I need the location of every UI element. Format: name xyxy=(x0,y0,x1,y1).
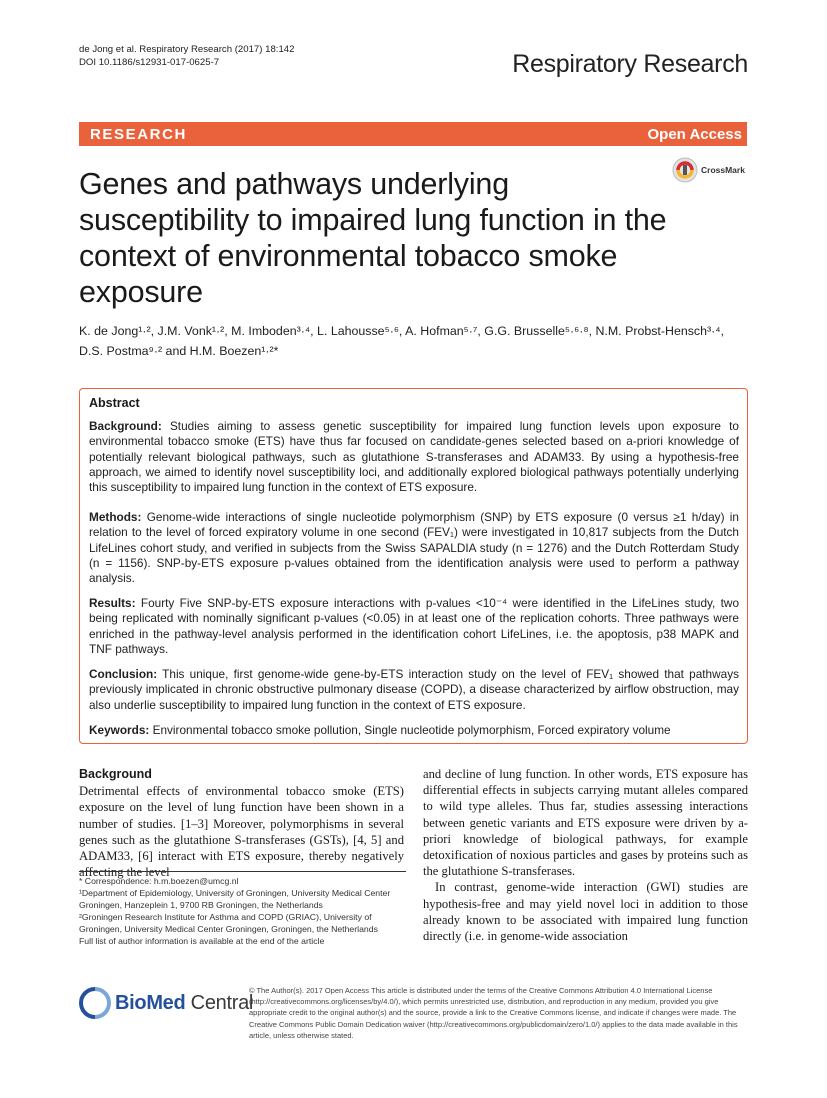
methods-text: Genome-wide interactions of single nucleotide polymorphism (SNP) by ETS exposure (0 versus ≥1 h/day) in relation to the level of forced expiratory volume in one second (FEV₁) were investigated in 10,817 subjects from the Dutch LifeLines cohort study, and verified in subjects from the Swiss SAPALDIA study (n = 1276) and the Dutch Rotterdam Study (n = 1156). SNP-by-ETS exposure p-values obtained from the identification analysis were used to perform a pathway analysis. xyxy=(89,510,739,586)
journal-name: Respiratory Research xyxy=(512,50,748,78)
background-text: Studies aiming to assess genetic susceptibility for impaired lung function levels upon exposure to environmental tobacco smoke (ETS) have thus far focused on candidate-genes selected based on a-priori knowledge of potentially relevant biological pathways, such as glutathione S-transferases and ADAM33. By using a hypothesis-free approach, we aimed to identify novel susceptibility loci, and additionally explored biological pathways potentially underlying this susceptibility to impaired lung function in the context of ETS exposure. xyxy=(89,419,739,495)
bmc-bold: BioMed xyxy=(115,991,186,1014)
abstract-methods xyxy=(89,510,739,586)
license-text: © The Author(s). 2017 Open Access This article is distributed under the terms of the Creative Commons Attribution 4.0 International License (http://creativecommons.org/licenses/by/4.0/), which permits unrestricted use, distribution, and reproduction in any medium, provided you give appropriate credit to the original author(s) and the source, provide a link to the Creative Commons license, and indicate if changes were made. The Creative Commons Public Domain Dedication waiver (http://creativecommons.org/publicdomain/zero/1.0/) applies to the data made available in this article, unless otherwise stated. xyxy=(249,986,738,1040)
background-label: Background: xyxy=(89,419,162,433)
biomed-central-icon xyxy=(79,986,111,1020)
results-label: Results: xyxy=(89,596,136,610)
affiliation-2: ²Groningen Research Institute for Asthma and COPD (GRIAC), University of Groningen, University Medical Center Groningen, Groningen, the Netherlands xyxy=(79,912,378,934)
correspondence[interactable]: * Correspondence: h.m.boezen@umcg.nl xyxy=(79,876,239,886)
abstract-conclusion xyxy=(89,667,739,713)
body-left-text: Detrimental effects of environmental tobacco smoke (ETS) exposure on the level of lung function have been shown in a number of studies. [1–3] Moreover, polymorphisms in several genes such as the glutathione S-transferases (GSTs), [4, 5] and ADAM33, [6] interact with ETS exposure, thereby negatively affecting the level xyxy=(79,784,404,880)
section-heading-background: Background xyxy=(79,767,152,781)
biomed-central-wordmark xyxy=(115,992,253,1015)
citation xyxy=(79,43,294,69)
article-title: Genes and pathways underlying susceptibility to impaired lung function in the context of environmental tobacco smoke exposure xyxy=(79,167,667,309)
keywords-label: Keywords: xyxy=(89,723,150,737)
author-list xyxy=(79,321,759,361)
open-access-label: Open Access xyxy=(647,126,742,143)
footnotes xyxy=(79,871,406,947)
abstract-results xyxy=(89,596,739,657)
body-left-column xyxy=(79,766,404,880)
methods-label: Methods: xyxy=(89,510,142,524)
doi-line[interactable]: DOI 10.1186/s12931-017-0625-7 xyxy=(79,57,220,68)
biomed-central-logo[interactable] xyxy=(79,986,253,1020)
body-right-paragraph-2: In contrast, genome-wide interaction (GWI) studies are hypothesis-free and may yield novel loci in addition to those already known to be associated with impaired lung function directly (i.e. in genome-wide association xyxy=(423,880,748,944)
crossmark-icon xyxy=(672,157,698,183)
abstract-background xyxy=(89,419,739,495)
article-type-banner xyxy=(79,122,747,146)
affiliation-1: ¹Department of Epidemiology, University of Groningen, University Medical Center Groningen, Hanzeplein 1, 9700 RB Groningen, the Netherlands xyxy=(79,888,391,910)
keywords-text: Environmental tobacco smoke pollution, Single nucleotide polymorphism, Forced expiratory volume xyxy=(152,723,671,737)
author-line-2: D.S. Postma⁹·² and H.M. Boezen¹·²* xyxy=(79,344,279,358)
abstract-keywords xyxy=(89,723,739,738)
conclusion-text: This unique, first genome-wide gene-by-ETS interaction study on the level of FEV₁ showed that pathways previously implicated in chronic obstructive pulmonary disease (COPD), a disease characterized by airflow obstruction, may also underlie susceptibility to impaired lung function in the context of ETS exposure. xyxy=(89,667,739,712)
crossmark-badge[interactable] xyxy=(672,156,752,184)
bmc-central: Central xyxy=(185,991,254,1014)
article-type-label: RESEARCH xyxy=(90,126,187,143)
author-info-note: Full list of author information is available at the end of the article xyxy=(79,936,325,946)
body-right-column xyxy=(423,766,748,944)
body-right-paragraph-1: and decline of lung function. In other words, ETS exposure has differential effects in subjects carrying mutant alleles compared to wild type alleles. Thus far, studies assessing interactions between genetic variants and ETS exposure were driven by a-priori knowledge of biological pathways, for example detoxification of noxious particles and gases by proteins such as the glutathione S-transferases. xyxy=(423,767,748,879)
crossmark-label: CrossMark xyxy=(701,165,745,175)
conclusion-label: Conclusion: xyxy=(89,667,158,681)
author-line-1 xyxy=(79,321,759,341)
citation-line-1: de Jong et al. Respiratory Research (2017) 18:142 xyxy=(79,44,295,55)
abstract-heading: Abstract xyxy=(89,396,140,410)
results-text: Fourty Five SNP-by-ETS exposure interactions with p-values <10⁻⁴ were identified in the LifeLines study, two being replicated with nominally significant p-values (<0.05) in at least one of the replication cohorts. Three pathways were enriched in the pathway-level analysis performed in the identification cohort LifeLines, i.e. the apoptosis, p38 MAPK and TNF pathways. xyxy=(89,596,740,656)
authors-line1-text: K. de Jong¹·², J.M. Vonk¹·², M. Imboden³·⁴, L. Lahousse⁵·⁶, A. Hofman⁵·⁷, G.G. Brusselle⁵·⁶·⁸, N.M. Probst-Hensch³·⁴, xyxy=(79,324,725,338)
